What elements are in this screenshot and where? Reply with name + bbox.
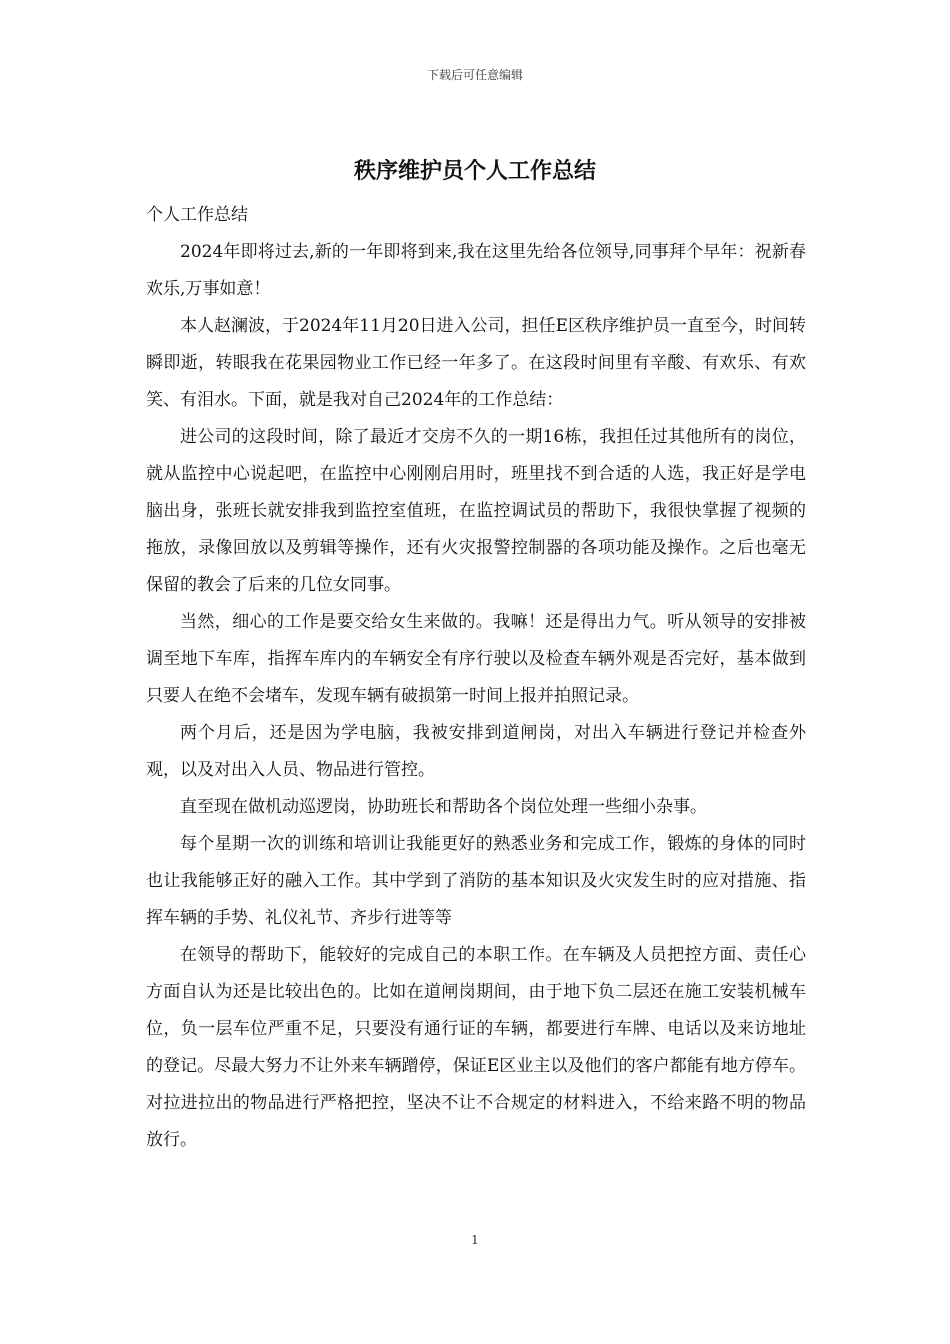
paragraph: 两个月后，还是因为学电脑，我被安排到道闸岗，对出入车辆进行登记并检查外观，以及对出入人员、物品进行管控。: [146, 723, 806, 780]
paragraph: 2024年即将过去,新的一年即将到来,我在这里先给各位领导,同事拜个早年：祝新春欢乐,万事如意！: [146, 242, 806, 299]
paragraph: 当然，细心的工作是要交给女生来做的。我嘛！还是得出力气。听从领导的安排被调至地下车库，指挥车库内的车辆安全有序行驶以及检查车辆外观是否完好，基本做到只要人在绝不会堵车，发现车辆有破损第一时间上报并拍照记录。: [146, 612, 806, 706]
paragraph: 本人赵澜波，于2024年11月20日进入公司，担任E区秩序维护员一直至今，时间转瞬即逝，转眼我在花果园物业工作已经一年多了。在这段时间里有辛酸、有欢乐、有欢笑、有泪水。下面，就是我对自己2024年的工作总结：: [146, 316, 806, 410]
paragraph: 每个星期一次的训练和培训让我能更好的熟悉业务和完成工作，锻炼的身体的同时也让我能够正好的融入工作。其中学到了消防的基本知识及火灾发生时的应对措施、指挥车辆的手势、礼仪礼节、齐步行进等等: [146, 834, 806, 928]
page-number: 1: [471, 1233, 479, 1247]
document-title: 秩序维护员个人工作总结: [353, 158, 596, 184]
header-note: 下载后可任意编辑: [426, 68, 523, 82]
paragraph: 在领导的帮助下，能较好的完成自己的本职工作。在车辆及人员把控方面、责任心方面自认为还是比较出色的。比如在道闸岗期间，由于地下负二层还在施工安装机械车位，负一层车位严重不足，只要没有通行证的车辆，都要进行车牌、电话以及来访地址的登记。尽最大努力不让外来车辆蹭停，保证E区业主以及他们的客户都能有地方停车。对拉进拉出的物品进行严格把控，坚决不让不合规定的材料进入，不给来路不明的物品放行。: [146, 945, 806, 1150]
paragraph: 进公司的这段时间，除了最近才交房不久的一期16栋，我担任过其他所有的岗位，就从监控中心说起吧，在监控中心刚刚启用时，班里找不到合适的人选，我正好是学电脑出身，张班长就安排我到监控室值班，在监控调试员的帮助下，我很快掌握了视频的拖放，录像回放以及剪辑等操作，还有火灾报警控制器的各项功能及操作。之后也毫无保留的教会了后来的几位女同事。: [146, 427, 806, 595]
document-body: [146, 197, 806, 1159]
paragraph: 直至现在做机动巡逻岗，协助班长和帮助各个岗位处理一些细小杂事。: [180, 797, 707, 817]
section-heading: 个人工作总结: [146, 205, 248, 225]
